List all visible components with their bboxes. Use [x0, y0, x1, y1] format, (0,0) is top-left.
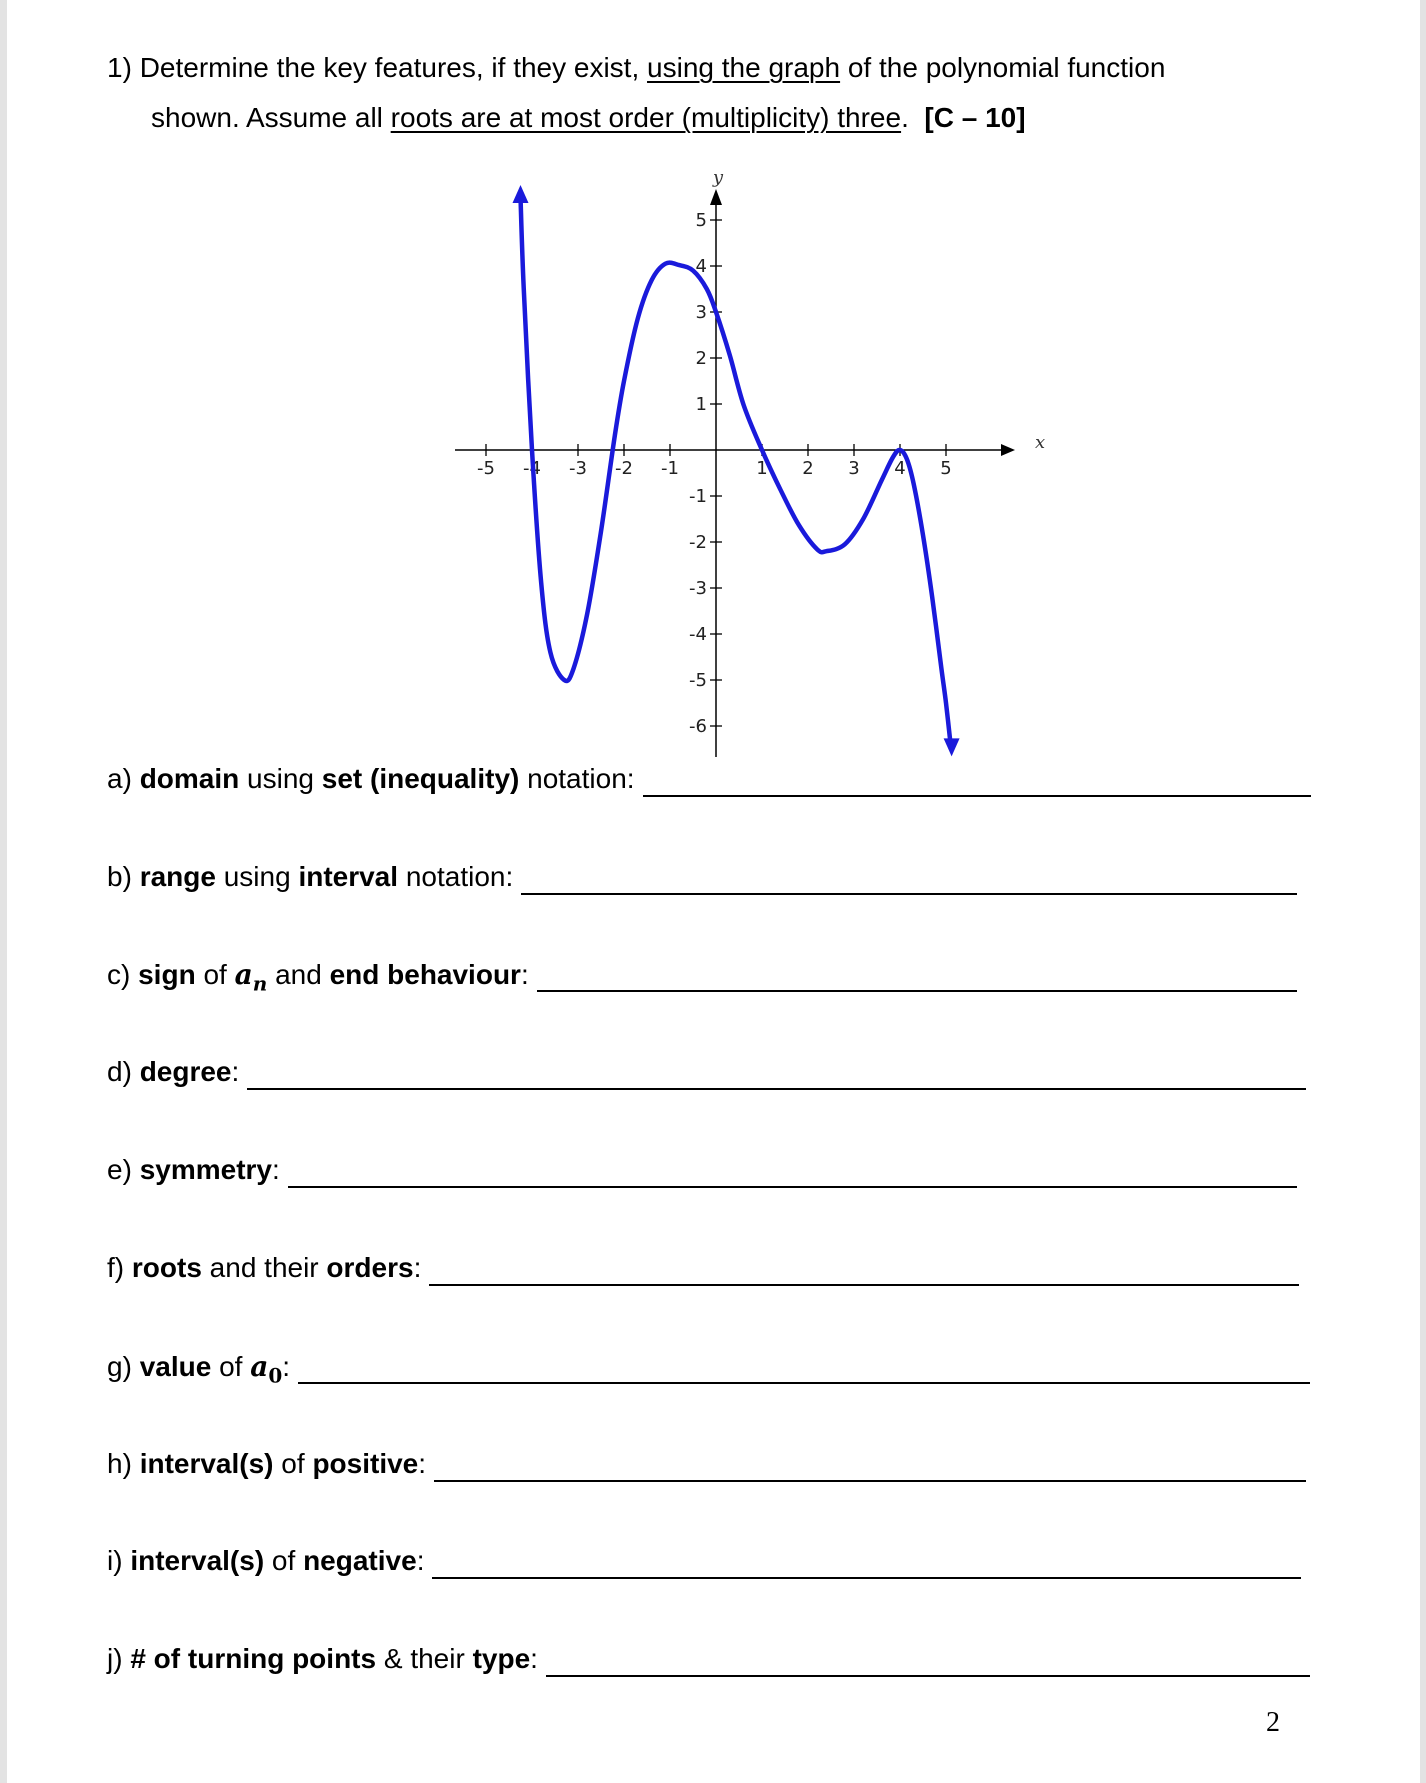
prompt-keyword: end behaviour [329, 959, 521, 990]
curve-right-end-arrow [944, 738, 960, 756]
y-tick-label: 2 [695, 348, 707, 369]
y-tick-label: -4 [689, 624, 707, 645]
prompt-keyword: range [139, 861, 216, 892]
prompt-text: & their [376, 1643, 473, 1674]
x-axis-label: x [1035, 432, 1046, 453]
answer-blank[interactable] [537, 990, 1297, 992]
x-tick-label: 4 [894, 458, 906, 479]
prompt-text: of [211, 1351, 251, 1382]
prompt-text: : [282, 1351, 291, 1382]
answer-blank[interactable] [298, 1382, 1310, 1384]
answer-blank[interactable] [643, 795, 1311, 797]
y-axis-arrow [710, 189, 722, 205]
prompt-keyword: symmetry [139, 1154, 272, 1185]
prompt-text: : [231, 1056, 240, 1087]
prompt-keyword: interval(s) [139, 1448, 274, 1479]
prompt-letter: a) [107, 763, 140, 794]
prompt-f [107, 1252, 421, 1284]
x-tick-label: 2 [802, 458, 814, 479]
prompt-letter: d) [107, 1056, 140, 1087]
prompt-text: and [267, 959, 330, 990]
x-axis-arrow [1001, 444, 1015, 456]
prompt-a [107, 763, 635, 795]
prompt-keyword: roots [131, 1252, 202, 1283]
prompt-keyword: # of turning points [130, 1643, 377, 1674]
answer-blank[interactable] [432, 1577, 1301, 1579]
prompt-text: : [416, 1545, 425, 1576]
prompt-text: of [273, 1448, 313, 1479]
prompt-c [107, 958, 529, 996]
prompt-keyword: positive [312, 1448, 419, 1479]
x-tick-label: -2 [615, 458, 633, 479]
prompt-h [107, 1448, 426, 1480]
y-tick-label: 4 [695, 256, 707, 277]
x-tick-label: 5 [940, 458, 952, 479]
math-a-n: $a_n$ [234, 958, 268, 996]
prompt-text: notation: [398, 861, 514, 892]
prompt-text: : [272, 1154, 280, 1185]
question-line-2 [151, 102, 1026, 134]
answer-blank[interactable] [288, 1186, 1297, 1188]
prompt-keyword: set (inequality) [321, 763, 520, 794]
y-tick-label: -6 [689, 716, 707, 737]
prompt-letter: g) [107, 1351, 140, 1382]
question-text: shown. Assume all [151, 102, 383, 133]
prompt-letter: i) [107, 1545, 131, 1576]
x-tick-label: 1 [756, 458, 768, 479]
x-tick-label: -1 [661, 458, 679, 479]
answer-blank[interactable] [429, 1284, 1299, 1286]
prompt-text: : [413, 1252, 422, 1283]
prompt-keyword: interval(s) [130, 1545, 265, 1576]
x-tick-label: 3 [848, 458, 860, 479]
y-tick-label: -5 [689, 670, 707, 691]
prompt-text: using [215, 861, 299, 892]
question-underlined-phrase: using the graph [647, 52, 841, 83]
polynomial-graph [454, 150, 1046, 737]
x-tick-label: -4 [523, 458, 541, 479]
prompt-text: and their [201, 1252, 327, 1283]
math-a-0: $a_0$ [250, 1350, 283, 1388]
prompt-keyword: type [472, 1643, 531, 1674]
prompt-text: : [418, 1448, 427, 1479]
prompt-keyword: degree [139, 1056, 232, 1087]
prompt-g [107, 1350, 290, 1388]
y-tick-label: -2 [689, 532, 707, 553]
question-text: of the polynomial function [847, 52, 1166, 83]
prompt-b [107, 861, 513, 893]
prompt-keyword: value [139, 1351, 212, 1382]
page-right-edge [1420, 0, 1426, 1783]
prompt-letter: c) [107, 959, 139, 990]
curve-left-end-arrow [513, 185, 529, 203]
prompt-keyword: orders [326, 1252, 414, 1283]
answer-blank[interactable] [521, 893, 1297, 895]
prompt-keyword: interval [298, 861, 399, 892]
page-left-edge [0, 0, 7, 1783]
x-tick-label: -5 [477, 458, 495, 479]
y-tick-label: 5 [695, 210, 707, 231]
prompt-text: of [195, 959, 235, 990]
prompt-text: : [520, 959, 529, 990]
marks-label: [C – 10] [924, 102, 1026, 133]
y-tick-label: -1 [689, 486, 707, 507]
question-text: Determine the key features, if they exist, [139, 52, 640, 83]
prompt-letter: b) [107, 861, 140, 892]
prompt-text: notation: [519, 763, 635, 794]
prompt-keyword: negative [303, 1545, 417, 1576]
prompt-text: : [530, 1643, 538, 1674]
prompt-d [107, 1056, 239, 1088]
prompt-e [107, 1154, 280, 1186]
question-underlined-phrase: roots are at most order (multiplicity) three [390, 102, 902, 133]
page-number: 2 [1266, 1707, 1280, 1738]
y-tick-label: -3 [689, 578, 707, 599]
answer-blank[interactable] [546, 1675, 1310, 1677]
y-tick-label: 3 [695, 302, 707, 323]
question-number: 1) [107, 52, 132, 83]
prompt-text: of [264, 1545, 304, 1576]
answer-blank[interactable] [247, 1088, 1306, 1090]
prompt-keyword: domain [139, 763, 240, 794]
prompt-letter: e) [107, 1154, 140, 1185]
y-tick-label: 1 [695, 394, 707, 415]
prompt-i [107, 1545, 424, 1577]
prompt-letter: h) [107, 1448, 140, 1479]
prompt-j [107, 1643, 538, 1675]
y-axis-label: y [712, 167, 724, 188]
question-line-1 [107, 52, 1165, 84]
prompt-letter: j) [107, 1643, 131, 1674]
prompt-keyword: sign [138, 959, 196, 990]
prompt-text: using [239, 763, 322, 794]
question-text: . [901, 102, 909, 133]
prompt-letter: f) [107, 1252, 132, 1283]
x-tick-label: -3 [569, 458, 587, 479]
answer-blank[interactable] [434, 1480, 1306, 1482]
